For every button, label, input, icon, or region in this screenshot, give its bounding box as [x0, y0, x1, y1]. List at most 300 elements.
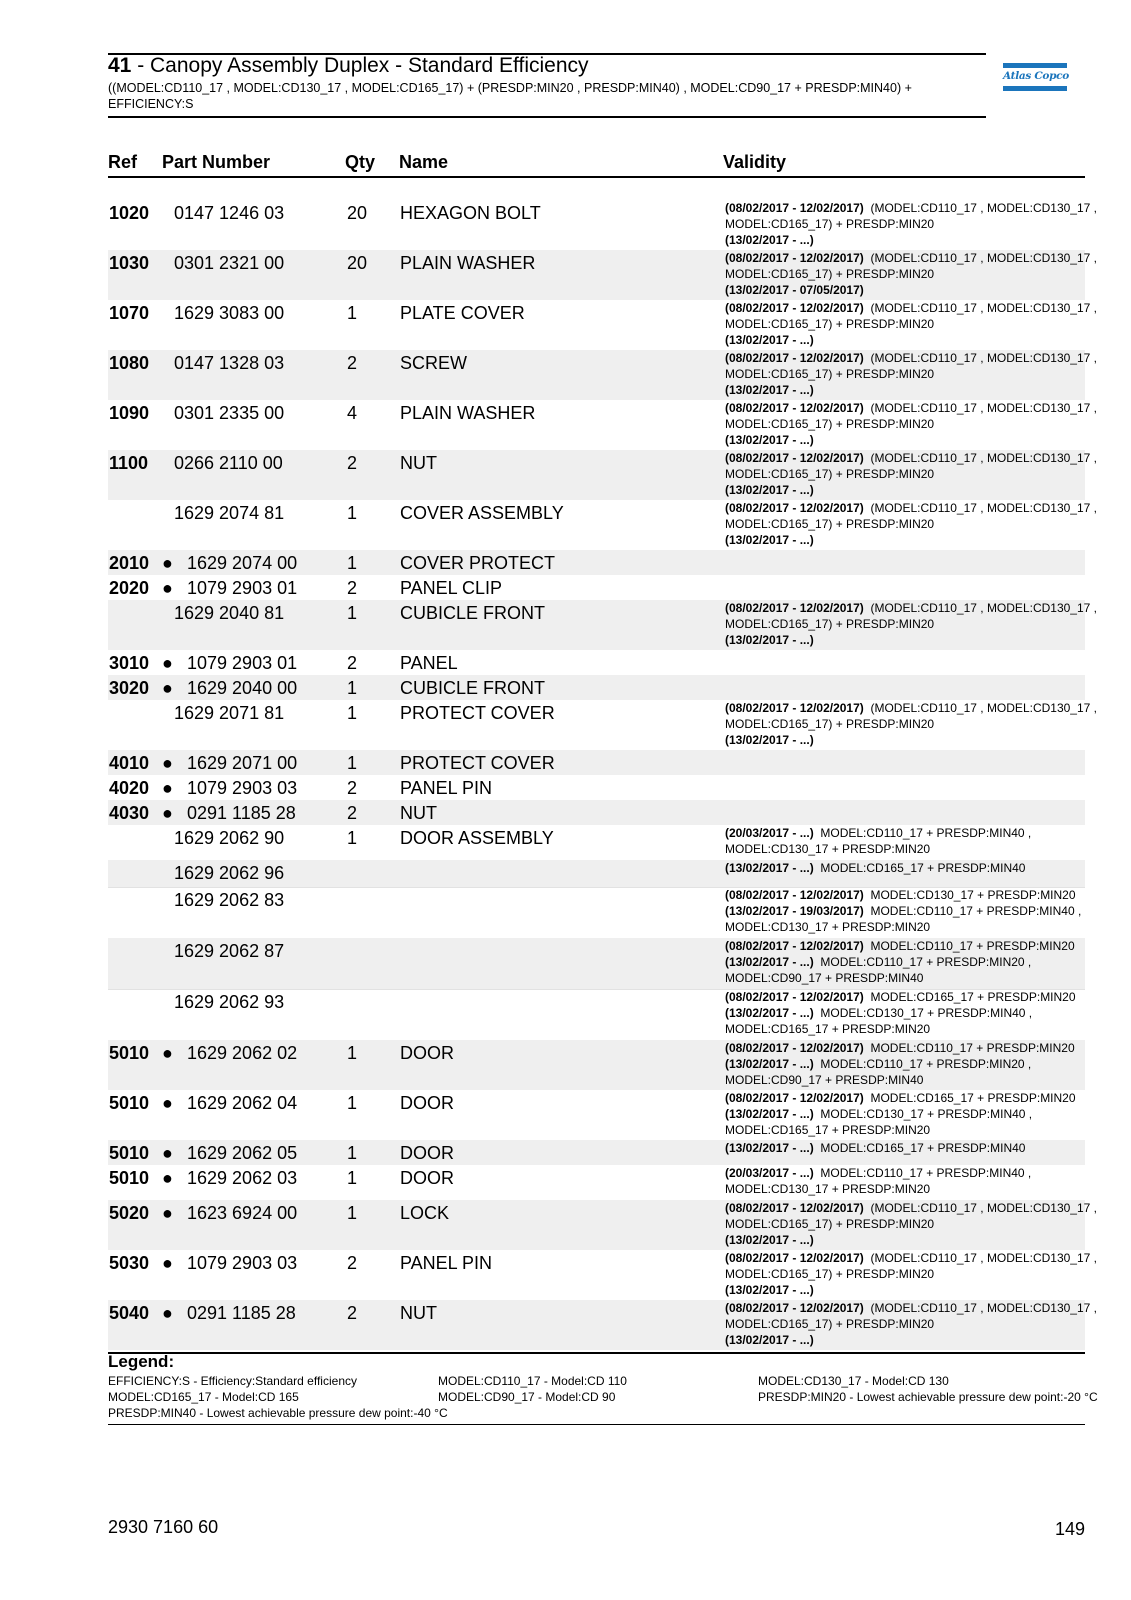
ref-cell: 2010 — [109, 553, 150, 573]
validity-line — [725, 1040, 1075, 1056]
qty-cell: 1 — [347, 303, 358, 323]
qty-cell: 2 — [347, 578, 358, 598]
validity-date: (13/02/2017 - ...) — [725, 483, 814, 497]
validity-date: (13/02/2017 - ...) — [725, 633, 814, 647]
part-number-cell: 1629 2074 81 — [174, 503, 285, 523]
validity-line — [725, 825, 1031, 841]
table-row — [108, 700, 1097, 750]
validity-date: (13/02/2017 - ...) — [725, 733, 814, 747]
part-number-cell: 1629 2071 00 — [187, 753, 298, 773]
bullet-icon: ● — [162, 803, 173, 823]
table-row — [108, 989, 1085, 1041]
validity-line — [725, 416, 1097, 432]
qty-cell: 1 — [347, 1168, 358, 1188]
table-row — [108, 938, 1085, 990]
validity-date: (13/02/2017 - ...) — [725, 533, 814, 547]
validity-date: (08/02/2017 - 12/02/2017) — [725, 301, 864, 315]
validity-line — [725, 1250, 1097, 1266]
validity-condition: MODEL:CD165_17) + PRESDP:MIN20 — [725, 1317, 935, 1331]
validity-condition: MODEL:CD130_17 + PRESDP:MIN20 — [863, 888, 1076, 902]
column-header-name: Name — [399, 152, 449, 172]
table-row — [108, 825, 1085, 861]
validity-condition: MODEL:CD110_17 + PRESDP:MIN40 , — [813, 1166, 1032, 1180]
validity-date: (08/02/2017 - 12/02/2017) — [725, 401, 864, 415]
validity-cell — [725, 350, 1097, 398]
validity-line — [725, 316, 1097, 332]
validity-date: (08/02/2017 - 12/02/2017) — [725, 939, 864, 953]
ref-cell: 5030 — [109, 1253, 150, 1273]
validity-line — [725, 938, 1075, 954]
validity-line — [725, 1090, 1076, 1106]
validity-date: (13/02/2017 - ...) — [725, 1107, 814, 1121]
qty-cell: 1 — [347, 753, 358, 773]
part-number-cell: 1629 2062 03 — [187, 1168, 298, 1188]
validity-condition: (MODEL:CD110_17 , MODEL:CD130_17 , — [863, 401, 1097, 415]
validity-date: (13/02/2017 - ...) — [725, 1057, 814, 1071]
validity-condition: (MODEL:CD110_17 , MODEL:CD130_17 , — [863, 201, 1097, 215]
validity-line — [725, 300, 1097, 316]
name-cell: PANEL PIN — [400, 778, 493, 798]
ref-cell: 5010 — [109, 1043, 150, 1063]
legend-item: PRESDP:MIN20 - Lowest achievable pressure dew point:-20 °C — [758, 1390, 1098, 1404]
validity-cell — [725, 860, 1025, 876]
part-number-cell: 1629 2062 90 — [174, 828, 285, 848]
validity-cell — [725, 1200, 1097, 1248]
bullet-icon: ● — [162, 1203, 173, 1223]
validity-date: (08/02/2017 - 12/02/2017) — [725, 601, 864, 615]
validity-date: (13/02/2017 - 19/03/2017) — [725, 904, 864, 918]
name-cell: PANEL CLIP — [400, 578, 503, 598]
ref-cell: 1090 — [109, 403, 150, 423]
qty-cell: 1 — [347, 553, 358, 573]
qty-cell: 20 — [347, 203, 368, 223]
table-row — [108, 800, 1085, 825]
ref-cell: 5020 — [109, 1203, 150, 1223]
validity-condition: MODEL:CD165_17) + PRESDP:MIN20 — [725, 367, 935, 381]
ref-cell: 2020 — [109, 578, 150, 598]
validity-condition: MODEL:CD165_17 + PRESDP:MIN40 — [813, 861, 1026, 875]
column-header-part-number: Part Number — [162, 152, 271, 172]
name-cell: HEXAGON BOLT — [400, 203, 541, 223]
validity-condition: MODEL:CD165_17 + PRESDP:MIN20 — [863, 990, 1076, 1004]
table-row — [108, 1250, 1097, 1300]
name-cell: NUT — [400, 803, 437, 823]
bullet-icon: ● — [162, 1168, 173, 1188]
validity-cell — [725, 887, 1081, 935]
qty-cell: 1 — [347, 1143, 358, 1163]
table-row — [108, 600, 1097, 650]
table-row — [108, 200, 1097, 250]
bullet-icon: ● — [162, 753, 173, 773]
name-cell: PLAIN WASHER — [400, 253, 536, 273]
table-row — [108, 575, 1085, 600]
validity-date: (08/02/2017 - 12/02/2017) — [725, 201, 864, 215]
validity-line — [725, 432, 1097, 448]
validity-line — [725, 500, 1097, 516]
validity-condition: MODEL:CD90_17 + PRESDP:MIN40 — [725, 1073, 924, 1087]
document-number: 2930 7160 60 — [108, 1517, 219, 1537]
validity-line — [725, 887, 1081, 903]
ref-cell: 5010 — [109, 1143, 150, 1163]
validity-condition: MODEL:CD90_17 + PRESDP:MIN40 — [725, 971, 924, 985]
validity-line — [725, 382, 1097, 398]
part-number-cell: 1629 2062 05 — [187, 1143, 298, 1163]
validity-condition: MODEL:CD110_17 + PRESDP:MIN40 , — [813, 826, 1032, 840]
validity-line — [725, 1106, 1076, 1122]
validity-cell — [725, 1165, 1031, 1197]
validity-line — [725, 732, 1097, 748]
ref-cell: 1030 — [109, 253, 150, 273]
validity-condition: MODEL:CD110_17 + PRESDP:MIN20 — [863, 939, 1075, 953]
bullet-icon: ● — [162, 653, 173, 673]
name-cell: PANEL PIN — [400, 1253, 493, 1273]
bullet-icon: ● — [162, 578, 173, 598]
part-number-cell: 1623 6924 00 — [187, 1203, 298, 1223]
part-number-cell: 0147 1328 03 — [174, 353, 285, 373]
qty-cell: 2 — [347, 653, 358, 673]
validity-cell — [725, 1250, 1097, 1298]
validity-line — [725, 970, 1075, 986]
bullet-icon: ● — [162, 1253, 173, 1273]
name-cell: COVER ASSEMBLY — [400, 503, 564, 523]
validity-cell — [725, 300, 1097, 348]
validity-line — [725, 716, 1097, 732]
header-bottom-rule — [108, 116, 986, 118]
validity-line — [725, 350, 1097, 366]
part-number-cell: 1079 2903 03 — [187, 778, 298, 798]
bullet-icon: ● — [162, 553, 173, 573]
qty-cell: 2 — [347, 453, 358, 473]
validity-cell — [725, 825, 1031, 857]
table-row — [108, 775, 1085, 800]
validity-line — [725, 1021, 1076, 1037]
ref-cell: 3010 — [109, 653, 150, 673]
part-number-cell: 0301 2335 00 — [174, 403, 285, 423]
validity-line — [725, 1056, 1075, 1072]
name-cell: DOOR — [400, 1043, 454, 1063]
validity-condition: (MODEL:CD110_17 , MODEL:CD130_17 , — [863, 1301, 1097, 1315]
validity-condition: MODEL:CD165_17 + PRESDP:MIN20 — [725, 1022, 931, 1036]
legend-bottom-rule — [108, 1424, 1085, 1425]
qty-cell: 1 — [347, 1093, 358, 1113]
validity-date: (13/02/2017 - ...) — [725, 233, 814, 247]
validity-line — [725, 1266, 1097, 1282]
name-cell: DOOR — [400, 1143, 454, 1163]
legend-item: MODEL:CD90_17 - Model:CD 90 — [438, 1390, 616, 1404]
validity-condition: MODEL:CD165_17) + PRESDP:MIN20 — [725, 467, 935, 481]
logo-bar-top — [1003, 63, 1067, 68]
validity-line — [725, 332, 1097, 348]
qty-cell: 2 — [347, 1253, 358, 1273]
name-cell: SCREW — [400, 353, 467, 373]
ref-cell: 1100 — [109, 453, 149, 473]
validity-line — [725, 1140, 1025, 1156]
validity-date: (08/02/2017 - 12/02/2017) — [725, 888, 864, 902]
validity-line — [725, 216, 1097, 232]
validity-condition: (MODEL:CD110_17 , MODEL:CD130_17 , — [863, 451, 1097, 465]
table-row — [108, 1165, 1085, 1200]
validity-condition: MODEL:CD165_17 + PRESDP:MIN20 — [725, 1123, 931, 1137]
validity-line — [725, 989, 1076, 1005]
table-row — [108, 650, 1085, 675]
ref-cell: 4010 — [109, 753, 150, 773]
page-number: 149 — [1054, 1519, 1085, 1539]
validity-date: (13/02/2017 - ...) — [725, 861, 814, 875]
legend-item: EFFICIENCY:S - Efficiency:Standard efficiency — [108, 1374, 357, 1388]
validity-condition: MODEL:CD165_17) + PRESDP:MIN20 — [725, 717, 935, 731]
legend-item: MODEL:CD165_17 - Model:CD 165 — [108, 1390, 299, 1404]
validity-date: (13/02/2017 - ...) — [725, 383, 814, 397]
part-number-cell: 1629 2062 96 — [174, 863, 285, 883]
validity-date: (08/02/2017 - 12/02/2017) — [725, 501, 864, 515]
validity-line — [725, 516, 1097, 532]
validity-date: (13/02/2017 - ...) — [725, 1006, 814, 1020]
column-header-qty: Qty — [345, 152, 376, 172]
validity-condition: MODEL:CD165_17 + PRESDP:MIN20 — [863, 1091, 1076, 1105]
qty-cell: 1 — [347, 603, 358, 623]
validity-date: (08/02/2017 - 12/02/2017) — [725, 451, 864, 465]
validity-condition: (MODEL:CD110_17 , MODEL:CD130_17 , — [863, 251, 1097, 265]
validity-date: (08/02/2017 - 12/02/2017) — [725, 1041, 864, 1055]
qty-cell: 1 — [347, 1203, 358, 1223]
table-row — [108, 675, 1085, 700]
validity-line — [725, 1072, 1075, 1088]
page-title — [108, 54, 589, 78]
ref-cell: 1020 — [109, 203, 150, 223]
validity-condition: MODEL:CD110_17 + PRESDP:MIN40 , — [863, 904, 1082, 918]
validity-condition: (MODEL:CD110_17 , MODEL:CD130_17 , — [863, 701, 1097, 715]
bullet-icon: ● — [162, 1093, 173, 1113]
validity-date: (13/02/2017 - 07/05/2017) — [725, 283, 864, 297]
validity-line — [725, 466, 1097, 482]
qty-cell: 2 — [347, 353, 358, 373]
validity-cell — [725, 1040, 1075, 1088]
part-number-cell: 1079 2903 01 — [187, 578, 298, 598]
part-number-cell: 1629 2062 02 — [187, 1043, 298, 1063]
table-row — [108, 300, 1097, 350]
validity-line — [725, 1165, 1031, 1181]
legend-item: PRESDP:MIN40 - Lowest achievable pressure dew point:-40 °C — [108, 1406, 448, 1420]
qty-cell: 2 — [347, 803, 358, 823]
validity-date: (13/02/2017 - ...) — [725, 1233, 814, 1247]
validity-line — [725, 600, 1097, 616]
ref-cell: 5010 — [109, 1168, 150, 1188]
bullet-icon: ● — [162, 1143, 173, 1163]
validity-line — [725, 1181, 1031, 1197]
validity-condition: MODEL:CD110_17 + PRESDP:MIN20 — [863, 1041, 1075, 1055]
column-header-rule — [108, 176, 1085, 178]
validity-cell — [725, 600, 1097, 648]
ref-cell: 4020 — [109, 778, 150, 798]
qty-cell: 1 — [347, 828, 358, 848]
table-row — [108, 500, 1097, 550]
validity-condition: MODEL:CD165_17) + PRESDP:MIN20 — [725, 317, 935, 331]
validity-date: (08/02/2017 - 12/02/2017) — [725, 990, 864, 1004]
name-cell: NUT — [400, 1303, 437, 1323]
bullet-icon: ● — [162, 1043, 173, 1063]
part-number-cell: 0147 1246 03 — [174, 203, 285, 223]
table-row — [108, 750, 1085, 775]
validity-condition: (MODEL:CD110_17 , MODEL:CD130_17 , — [863, 1251, 1097, 1265]
validity-condition: MODEL:CD165_17) + PRESDP:MIN20 — [725, 267, 935, 281]
validity-condition: MODEL:CD165_17 + PRESDP:MIN40 — [813, 1141, 1026, 1155]
part-number-cell: 1629 2062 04 — [187, 1093, 298, 1113]
ref-cell: 1070 — [109, 303, 150, 323]
validity-date: (08/02/2017 - 12/02/2017) — [725, 1091, 864, 1105]
qty-cell: 1 — [347, 503, 358, 523]
validity-date: (13/02/2017 - ...) — [725, 333, 814, 347]
validity-line — [725, 841, 1031, 857]
part-number-cell: 1629 2074 00 — [187, 553, 298, 573]
qty-cell: 4 — [347, 403, 358, 423]
part-number-cell: 1629 2062 83 — [174, 890, 285, 910]
logo-text: Atlas Copco — [1003, 70, 1069, 82]
table-row — [108, 400, 1097, 450]
table-row — [108, 1040, 1085, 1090]
validity-line — [725, 700, 1097, 716]
validity-condition: MODEL:CD130_17 + PRESDP:MIN40 , — [813, 1006, 1033, 1020]
validity-line — [725, 1122, 1076, 1138]
validity-cell — [725, 400, 1097, 448]
ref-cell: 3020 — [109, 678, 150, 698]
validity-cell — [725, 1090, 1076, 1138]
part-number-cell: 1079 2903 01 — [187, 653, 298, 673]
validity-date: (13/02/2017 - ...) — [725, 955, 814, 969]
table-row — [108, 1140, 1085, 1165]
table-row — [108, 450, 1097, 500]
name-cell: PROTECT COVER — [400, 703, 555, 723]
part-number-cell: 0291 1185 28 — [187, 803, 296, 823]
table-row — [108, 1200, 1097, 1250]
validity-date: (20/03/2017 - ...) — [725, 1166, 814, 1180]
table-row — [108, 550, 1085, 575]
validity-line — [725, 400, 1097, 416]
validity-condition: MODEL:CD130_17 + PRESDP:MIN20 — [725, 1182, 931, 1196]
legend-title: Legend: — [108, 1352, 175, 1371]
validity-line — [725, 250, 1097, 266]
bullet-icon: ● — [162, 778, 173, 798]
table-row — [108, 1090, 1085, 1140]
page-subtitle: ((MODEL:CD110_17 , MODEL:CD130_17 , MODEL:CD165_17) + (PRESDP:MIN20 , PRESDP:MIN40) , MODEL:CD90_17 + PRESDP:MIN40) + EFFICIENCY:S — [108, 81, 912, 111]
legend-top-rule — [108, 1352, 1085, 1354]
validity-line — [725, 1005, 1076, 1021]
bullet-icon: ● — [162, 678, 173, 698]
name-cell: DOOR — [400, 1093, 454, 1113]
part-number-cell: 0266 2110 00 — [174, 453, 283, 473]
part-number-cell: 1629 2040 81 — [174, 603, 285, 623]
validity-cell — [725, 1140, 1025, 1156]
qty-cell: 1 — [347, 703, 358, 723]
validity-cell — [725, 989, 1076, 1037]
ref-cell: 5010 — [109, 1093, 150, 1113]
validity-line — [725, 919, 1081, 935]
validity-line — [725, 232, 1097, 248]
ref-cell: 4030 — [109, 803, 150, 823]
validity-condition: MODEL:CD165_17) + PRESDP:MIN20 — [725, 517, 935, 531]
validity-line — [725, 1316, 1097, 1332]
name-cell: DOOR — [400, 1168, 454, 1188]
column-header-validity: Validity — [723, 152, 787, 172]
validity-condition: (MODEL:CD110_17 , MODEL:CD130_17 , — [863, 351, 1097, 365]
validity-date: (13/02/2017 - ...) — [725, 1283, 814, 1297]
validity-line — [725, 266, 1097, 282]
name-cell: PROTECT COVER — [400, 753, 555, 773]
name-cell: PLATE COVER — [400, 303, 525, 323]
validity-condition: MODEL:CD165_17) + PRESDP:MIN20 — [725, 617, 935, 631]
part-number-cell: 1629 2040 00 — [187, 678, 298, 698]
validity-date: (08/02/2017 - 12/02/2017) — [725, 1201, 864, 1215]
part-number-cell: 0301 2321 00 — [174, 253, 285, 273]
qty-cell: 2 — [347, 778, 358, 798]
validity-date: (08/02/2017 - 12/02/2017) — [725, 251, 864, 265]
atlas-copco-logo — [1003, 63, 1067, 93]
validity-line — [725, 860, 1025, 876]
name-cell: CUBICLE FRONT — [400, 678, 546, 698]
validity-condition: MODEL:CD165_17) + PRESDP:MIN20 — [725, 1267, 935, 1281]
validity-cell — [725, 700, 1097, 748]
validity-condition: MODEL:CD130_17 + PRESDP:MIN20 — [725, 842, 931, 856]
validity-line — [725, 200, 1097, 216]
qty-cell: 20 — [347, 253, 368, 273]
table-row — [108, 250, 1097, 300]
validity-date: (08/02/2017 - 12/02/2017) — [725, 1251, 864, 1265]
validity-date: (20/03/2017 - ...) — [725, 826, 814, 840]
validity-line — [725, 482, 1097, 498]
validity-cell — [725, 200, 1097, 248]
validity-cell — [725, 938, 1075, 986]
validity-cell — [725, 250, 1097, 298]
validity-line — [725, 1232, 1097, 1248]
part-number-cell: 1629 2071 81 — [174, 703, 285, 723]
validity-date: (08/02/2017 - 12/02/2017) — [725, 351, 864, 365]
validity-line — [725, 366, 1097, 382]
legend-item: MODEL:CD110_17 - Model:CD 110 — [438, 1374, 627, 1388]
validity-date: (13/02/2017 - ...) — [725, 1141, 814, 1155]
validity-line — [725, 1216, 1097, 1232]
qty-cell: 1 — [347, 1043, 358, 1063]
name-cell: PLAIN WASHER — [400, 403, 536, 423]
validity-line — [725, 954, 1075, 970]
validity-line — [725, 532, 1097, 548]
validity-condition: MODEL:CD165_17) + PRESDP:MIN20 — [725, 417, 935, 431]
ref-cell: 5040 — [109, 1303, 150, 1323]
validity-line — [725, 632, 1097, 648]
part-number-cell: 1629 3083 00 — [174, 303, 285, 323]
validity-date: (08/02/2017 - 12/02/2017) — [725, 701, 864, 715]
validity-line — [725, 1200, 1097, 1216]
bullet-icon: ● — [162, 1303, 173, 1323]
table-row — [108, 1300, 1097, 1350]
table-row — [108, 860, 1085, 888]
qty-cell: 1 — [347, 678, 358, 698]
validity-cell — [725, 500, 1097, 548]
validity-line — [725, 616, 1097, 632]
validity-condition: MODEL:CD130_17 + PRESDP:MIN20 — [725, 920, 931, 934]
validity-condition: (MODEL:CD110_17 , MODEL:CD130_17 , — [863, 301, 1097, 315]
validity-condition: MODEL:CD110_17 + PRESDP:MIN20 , — [813, 955, 1032, 969]
validity-line — [725, 282, 1097, 298]
validity-condition: (MODEL:CD110_17 , MODEL:CD130_17 , — [863, 501, 1097, 515]
part-number-cell: 1629 2062 93 — [174, 992, 285, 1012]
column-header-ref: Ref — [108, 152, 138, 172]
part-number-cell: 0291 1185 28 — [187, 1303, 296, 1323]
validity-date: (13/02/2017 - ...) — [725, 1333, 814, 1347]
validity-condition: MODEL:CD165_17) + PRESDP:MIN20 — [725, 1217, 935, 1231]
name-cell: CUBICLE FRONT — [400, 603, 546, 623]
validity-condition: (MODEL:CD110_17 , MODEL:CD130_17 , — [863, 601, 1097, 615]
validity-condition: MODEL:CD130_17 + PRESDP:MIN40 , — [813, 1107, 1033, 1121]
validity-line — [725, 1282, 1097, 1298]
